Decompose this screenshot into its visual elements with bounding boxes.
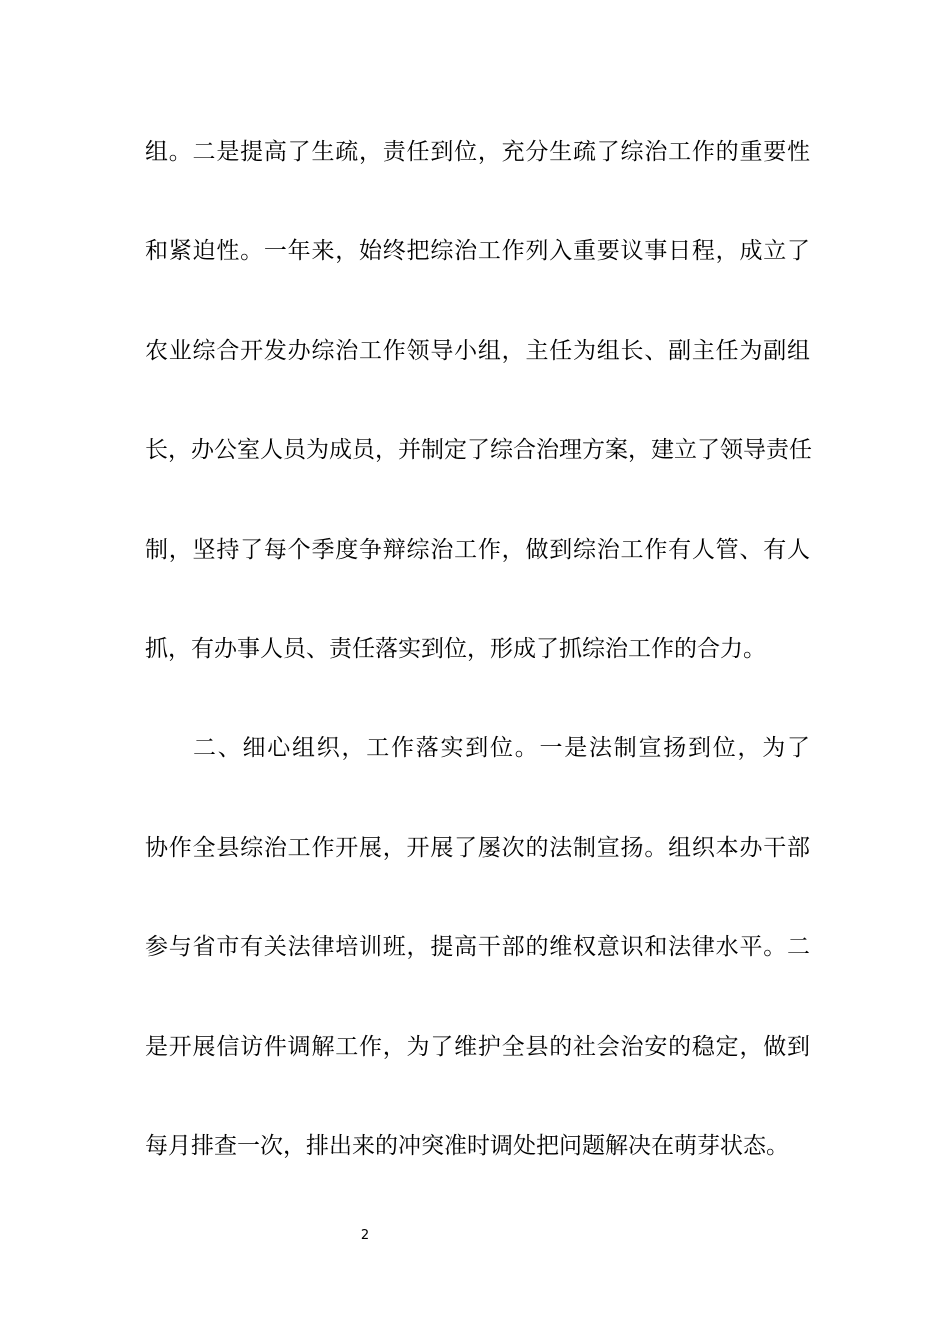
- paragraph-line-1: 组。二是提高了生疏，责任到位，充分生疏了综治工作的重要性: [145, 139, 810, 165]
- section-two-first-line: 二、细心组织，工作落实到位。一是法制宣扬到位，为了: [193, 735, 810, 761]
- paragraph-line-9: 参与省市有关法律培训班，提高干部的维权意识和法律水平。二: [145, 934, 810, 960]
- paragraph-line-2: 和紧迫性。一年来，始终把综治工作列入重要议事日程，成立了: [145, 238, 810, 264]
- page-number: 2: [360, 1228, 370, 1243]
- paragraph-line-8: 协作全县综治工作开展，开展了屡次的法制宣扬。组织本办干部: [145, 835, 810, 861]
- paragraph-line-5: 制，坚持了每个季度争辩综治工作，做到综治工作有人管、有人: [145, 537, 810, 563]
- paragraph-line-4: 长，办公室人员为成员，并制定了综合治理方案，建立了领导责任: [145, 437, 812, 463]
- paragraph-line-10: 是开展信访件调解工作，为了维护全县的社会治安的稳定，做到: [145, 1034, 810, 1060]
- paragraph-line-6: 抓，有办事人员、责任落实到位，形成了抓综治工作的合力。: [145, 636, 766, 662]
- paragraph-line-3: 农业综合开发办综治工作领导小组，主任为组长、副主任为副组: [145, 338, 810, 364]
- paragraph-line-11: 每月排查一次，排出来的冲突准时调处把问题解决在萌芽状态。: [145, 1133, 789, 1159]
